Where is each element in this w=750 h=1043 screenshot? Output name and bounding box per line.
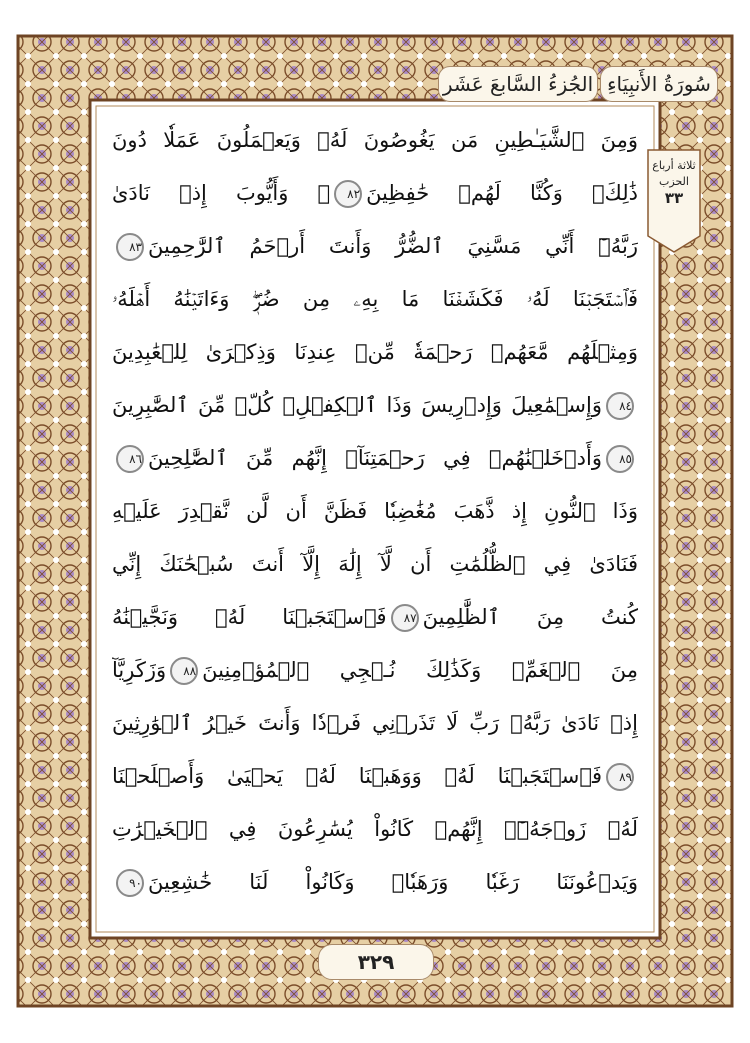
surah-label: سُورَةُ الأَنبِيَاءِ bbox=[607, 72, 711, 96]
verse-line bbox=[112, 379, 638, 431]
ayah-number-marker: ٨٦ bbox=[116, 445, 144, 473]
quran-page-text bbox=[112, 114, 638, 914]
ayah-number-marker: ٩٠ bbox=[116, 869, 144, 897]
verse-text: لَهُۥ زَوۡجَهُۥٓۚ إِنَّهُمۡ كَانُواْ يُسَٰرِعُونَ فِي ٱلۡخَيۡرَٰتِ bbox=[112, 817, 638, 841]
verse-line bbox=[112, 591, 638, 643]
hizb-label-1: ثلاثة أرباع bbox=[652, 159, 696, 172]
verse-line bbox=[112, 485, 638, 537]
ayah-number-marker: ٨٣ bbox=[116, 233, 144, 261]
verse-text: وَإِسۡمَٰعِيلَ وَإِدۡرِيسَ وَذَا ٱلۡكِفۡلِۖ كُلّٞ مِّنَ ٱلصَّٰبِرِينَ bbox=[112, 393, 602, 417]
verse-line bbox=[112, 326, 638, 378]
verse-line bbox=[112, 538, 638, 590]
verse-line bbox=[112, 644, 638, 696]
verse-text: وَأَدۡخَلۡنَٰهُمۡ فِي رَحۡمَتِنَآۖ إِنَّهُم مِّنَ ٱلصَّٰلِحِينَ bbox=[148, 446, 602, 470]
ayah-number-marker: ٨٧ bbox=[391, 604, 419, 632]
ayah-number-marker: ٨٤ bbox=[606, 392, 634, 420]
verse-text: وَمِثۡلَهُم مَّعَهُمۡ رَحۡمَةٗ مِّنۡ عِندِنَا وَذِكۡرَىٰ لِلۡعَٰبِدِينَ bbox=[112, 340, 638, 364]
verse-text: وَذَا ٱلنُّونِ إِذ ذَّهَبَ مُغَٰضِبٗا فَظَنَّ أَن لَّن نَّقۡدِرَ عَلَيۡهِ bbox=[112, 499, 638, 523]
page-number: ٣٢٩ bbox=[318, 944, 434, 980]
ayah-number-marker: ٨٩ bbox=[606, 763, 634, 791]
hizb-number: ٣٣ bbox=[664, 189, 684, 207]
verse-text: وَيَدۡعُونَنَا رَغَبٗا وَرَهَبٗاۖ وَكَانُواْ لَنَا خَٰشِعِينَ bbox=[148, 870, 638, 894]
verse-line bbox=[112, 114, 638, 166]
verse-line bbox=[112, 220, 638, 272]
verse-line bbox=[112, 803, 638, 855]
verse-text: رَبَّهُۥٓ أَنِّي مَسَّنِيَ ٱلضُّرُّ وَأَنتَ أَرۡحَمُ ٱلرَّٰحِمِينَ bbox=[148, 234, 638, 258]
verse-text: فَنَادَىٰ فِي ٱلظُّلُمَٰتِ أَن لَّآ إِلَٰهَ إِلَّآ أَنتَ سُبۡحَٰنَكَ إِنِّي bbox=[112, 552, 638, 576]
verse-text: فَٱسۡتَجَبۡنَا لَهُۥ فَكَشَفۡنَا مَا بِهِۦ مِن ضُرّٖۖ وَءَاتَيۡنَٰهُ أَهۡلَهُۥ bbox=[112, 287, 638, 311]
verse-text: وَزَكَرِيَّآ bbox=[112, 658, 167, 682]
verse-line bbox=[112, 432, 638, 484]
surah-title bbox=[600, 66, 718, 102]
verse-text: فَٱسۡتَجَبۡنَا لَهُۥ وَنَجَّيۡنَٰهُ bbox=[112, 605, 387, 629]
verse-line bbox=[112, 273, 638, 325]
verse-line bbox=[112, 856, 638, 908]
verse-text: فَٱسۡتَجَبۡنَا لَهُۥ وَوَهَبۡنَا لَهُۥ يَحۡيَىٰ وَأَصۡلَحۡنَا bbox=[112, 764, 602, 788]
verse-text: ذَٰلِكَۖ وَكُنَّا لَهُمۡ حَٰفِظِينَ bbox=[366, 181, 638, 205]
verse-line bbox=[112, 167, 638, 219]
hizb-label-2: الحزب bbox=[659, 175, 689, 188]
juz-title bbox=[438, 66, 598, 102]
verse-text: مِنَ ٱلۡغَمِّۚ وَكَذَٰلِكَ نُـۨجِي ٱلۡمُؤۡمِنِينَ bbox=[202, 658, 638, 682]
verse-text: كُنتُ مِنَ ٱلظَّٰلِمِينَ bbox=[422, 605, 638, 629]
verse-line bbox=[112, 750, 638, 802]
ayah-number-marker: ٨٥ bbox=[606, 445, 634, 473]
juz-label: الجُزءُ السَّابعَ عَشَر bbox=[442, 72, 594, 96]
ayah-number-marker: ٨٨ bbox=[170, 657, 198, 685]
verse-line bbox=[112, 697, 638, 749]
hizb-marker bbox=[652, 158, 696, 242]
ayah-number-marker: ٨٢ bbox=[334, 180, 362, 208]
verse-text: وَمِنَ ٱلشَّيَـٰطِينِ مَن يَغُوصُونَ لَهُۥ وَيَعۡمَلُونَ عَمَلٗا دُونَ bbox=[112, 128, 638, 152]
verse-text: إِذۡ نَادَىٰ رَبَّهُۥ رَبِّ لَا تَذَرۡنِي فَرۡدٗا وَأَنتَ خَيۡرُ ٱلۡوَٰرِثِينَ bbox=[112, 711, 638, 735]
verse-text: ۞ وَأَيُّوبَ إِذۡ نَادَىٰ bbox=[112, 181, 331, 205]
